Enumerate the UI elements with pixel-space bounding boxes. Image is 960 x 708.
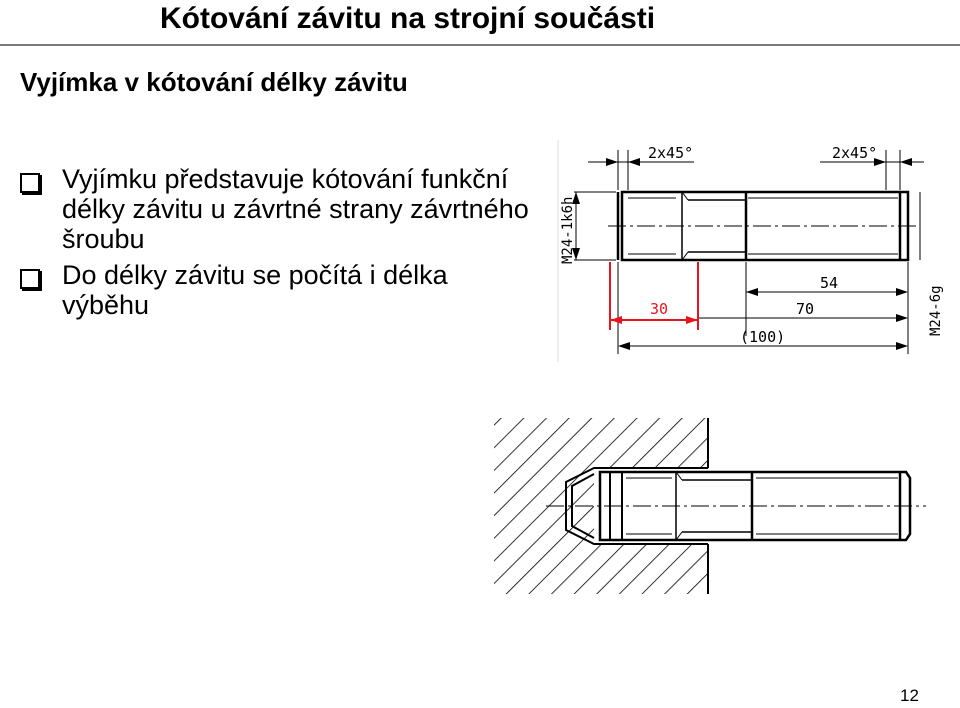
chamfer-left-label: 2x45° <box>648 144 694 162</box>
title-divider <box>0 44 960 46</box>
dimension-100: (100) <box>740 328 786 346</box>
thread-left-label: M24-1k6h <box>560 196 576 264</box>
dimension-54: 54 <box>820 274 839 292</box>
checkbox-bullet-icon <box>20 173 40 193</box>
section-subtitle: Vyjímka v kótování délky závitu <box>20 67 408 97</box>
dimension-30-highlight: 30 <box>650 300 669 318</box>
dimension-70: 70 <box>796 300 815 318</box>
bullet-item <box>18 260 538 320</box>
bullet-text: Do délky závitu se počítá i délka výběhu <box>62 260 448 320</box>
chamfer-right-label: 2x45° <box>832 144 878 162</box>
bullet-item <box>18 164 538 254</box>
thread-right-label: M24-6g <box>928 285 944 336</box>
checkbox-bullet-icon <box>20 269 40 289</box>
bullet-text: Vyjímku představuje kótování funkční délky závitu u závrtné strany závrtného šroubu <box>62 164 529 254</box>
stud-assembly-drawing <box>486 410 930 600</box>
page-number: 12 <box>900 686 919 705</box>
stud-dimension-drawing <box>548 140 948 362</box>
bullet-list <box>18 164 538 326</box>
page-title: Kótování závitu na strojní součásti <box>160 2 656 35</box>
